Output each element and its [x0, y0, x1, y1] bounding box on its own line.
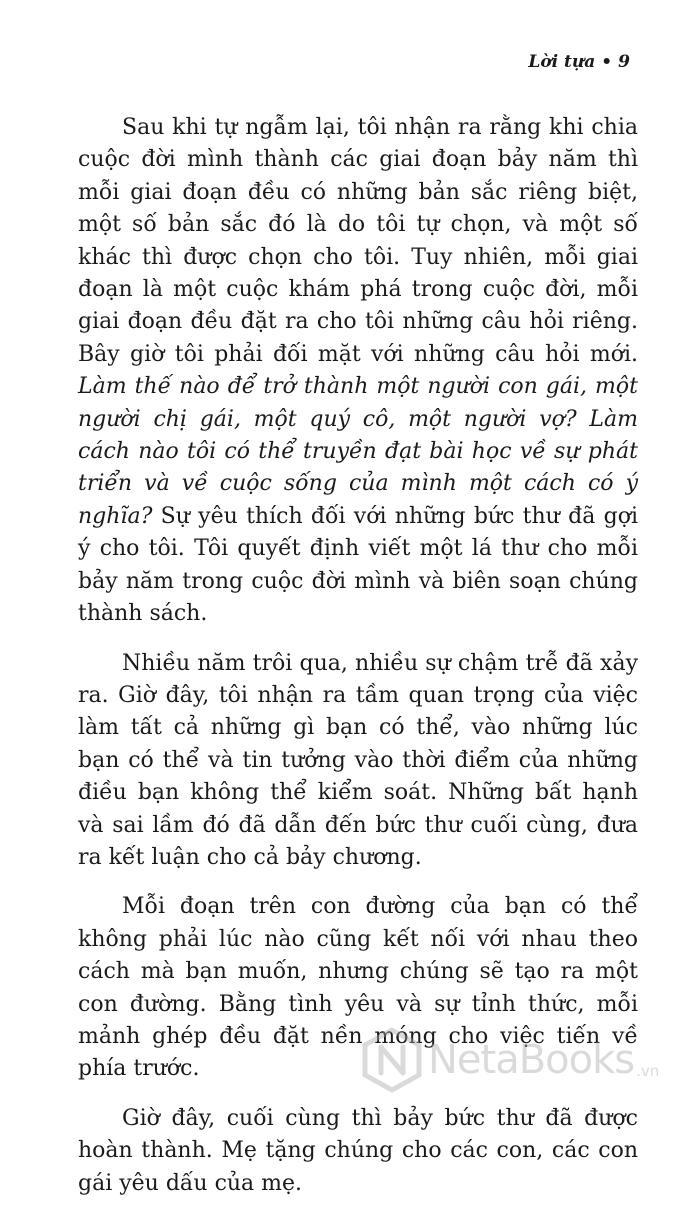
- text-run: Sự yêu thích đối với những bức thư đã gợi ý cho tôi. Tôi quyết định viết một lá thư cho mỗi bảy năm trong cuộc đời mình và biên soạn chúng thành sách.: [78, 503, 638, 627]
- italic-text-run: Làm thế nào để trở thành một người con gái, một người chị gái, một quý cô, một người vợ? Làm cách nào tôi có thể truyền đạt bài học về sự phát triển và về cuộc sống của mình một cách có ý nghĩa?: [78, 374, 638, 529]
- running-header: [528, 52, 630, 72]
- text-run: Nhiều năm trôi qua, nhiều sự chậm trễ đã xảy ra. Giờ đây, tôi nhận ra tầm quan trọng của việc làm tất cả những gì bạn có thể, vào những lúc bạn có thể và tin tưởng vào thời điểm của những điều bạn không thể kiểm soát. Những bất hạnh và sai lầm đó đã dẫn đến bức thư cuối cùng, đưa ra kết luận cho cả bảy chương.: [78, 650, 638, 870]
- text-run: Sau khi tự ngẫm lại, tôi nhận ra rằng khi chia cuộc đời mình thành các giai đoạn bảy năm thì mỗi giai đoạn đều có những bản sắc riêng biệt, một số bản sắc đó là do tôi tự chọn, và một số khác thì được chọn cho tôi. Tuy nhiên, mỗi giai đoạn là một cuộc khám phá trong cuộc đời, mỗi giai đoạn đều đặt ra cho tôi những câu hỏi riêng. Bây giờ tôi phải đối mặt với những câu hỏi mới.: [78, 115, 638, 367]
- paragraph: [78, 1103, 638, 1200]
- watermark-suffix: .vn: [636, 1062, 660, 1080]
- watermark: [362, 1020, 692, 1100]
- watermark-brand: NetaBooks: [428, 1037, 635, 1083]
- paragraph: [78, 112, 638, 631]
- netabooks-logo-icon: [362, 1027, 422, 1093]
- text-run: Giờ đây, cuối cùng thì bảy bức thư đã được hoàn thành. Mẹ tặng chúng cho các con, các con gái yêu dấu của mẹ.: [78, 1105, 638, 1196]
- header-separator: •: [601, 52, 613, 72]
- section-title: Lời tựa: [528, 52, 596, 72]
- page-number: 9: [618, 52, 630, 72]
- paragraph: [78, 648, 638, 875]
- text-run: Mỗi đoạn trên con đường của bạn có thể không phải lúc nào cũng kết nối với nhau theo cách mà bạn muốn, nhưng chúng sẽ tạo ra một con đường. Bằng tình yêu và sự tỉnh thức, mỗi mảnh ghép đều đặt nền móng cho việc tiến về phía trước.: [78, 894, 638, 1082]
